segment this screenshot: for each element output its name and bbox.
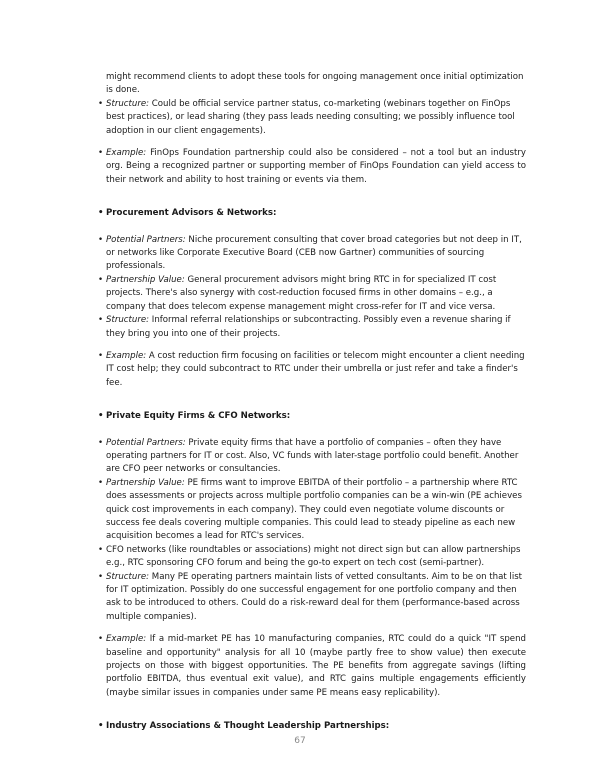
item-text: Many PE operating partners maintain lists of vetted consultants. Aim to be on that list for IT optimization. Possibly do one successful engagement for one portfolio company and then ask to be introduced to others. Could do a risk-reward deal for them (performance-based across multiple companies). xyxy=(106,571,523,622)
item-text: Informal referral relationships or subcontracting. Possibly even a revenue sharing if they bring you into one of their projects. xyxy=(106,315,511,339)
pe-structure-item xyxy=(98,571,526,625)
pe-partners-item xyxy=(98,437,526,477)
item-lead: Example: xyxy=(106,634,147,645)
procurement-value-item xyxy=(98,274,526,314)
finops-example-item xyxy=(98,147,526,187)
pe-example-item xyxy=(98,633,526,700)
item-text: PE firms want to improve EBITDA of their portfolio – a partnership where RTC does assessments or projects across multiple portfolio companies can be a win-win (PE achieves quick cost improvements in each company). They could even negotiate volume discounts or success fee deals covering multiple companies. This could lead to steady pipeline as each new acquisition becomes a lead for RTC's services. xyxy=(106,477,522,542)
item-text: Could be official service partner status, co-marketing (webinars together on FinOps best practices), or lead sharing (they pass leads needing consulting; we possibly influence tool adoption in our client engagements). xyxy=(106,98,515,136)
page-content xyxy=(98,71,526,734)
item-text: A cost reduction firm focusing on facilities or telecom might encounter a client needing IT cost help; they could subcontract to RTC under their umbrella or just refer and take a finder's fee. xyxy=(106,350,525,388)
item-text: FinOps Foundation partnership could also be considered – not a tool but an industry org. Being a recognized partner or supporting member of FinOps Foundation can yield access to their network and ability to host training or events via them. xyxy=(106,148,526,185)
page-number: 67 xyxy=(294,736,306,746)
procurement-example-item xyxy=(98,350,526,390)
procurement-heading: • Procurement Advisors & Networks: xyxy=(98,207,526,220)
item-lead: Potential Partners: xyxy=(106,234,186,245)
item-lead: Structure: xyxy=(106,315,150,326)
private-equity-heading: • Private Equity Firms & CFO Networks: xyxy=(98,410,526,423)
item-lead: Potential Partners: xyxy=(106,437,186,448)
finops-structure-item xyxy=(98,98,526,138)
item-text: General procurement advisors might bring RTC in for specialized IT cost projects. There's also synergy with cost-reduction focused firms in other domains – e.g., a company that does telecom expense management might cross-refer for IT and vice versa. xyxy=(106,274,497,312)
item-lead: Partnership Value: xyxy=(106,274,185,285)
pe-value-item xyxy=(98,477,526,544)
item-lead: Example: xyxy=(106,148,147,159)
item-lead: Partnership Value: xyxy=(106,477,185,488)
item-text: Niche procurement consulting that cover broad categories but not deep in IT, or networks like Corporate Executive Board (CEB now Gartner) communities of sourcing professionals. xyxy=(106,234,522,272)
procurement-structure-item xyxy=(98,314,526,341)
intro-paragraph: might recommend clients to adopt these tools for ongoing management once initial optimization is done. xyxy=(106,72,524,96)
pe-cfo-item: • CFO networks (like roundtables or associations) might not direct sign but can allow partnerships e.g., RTC sponsoring CFO forum and being the go-to expert on tech cost (semi-partner). xyxy=(98,544,526,571)
item-lead: Structure: xyxy=(106,98,150,109)
item-text: If a mid-market PE has 10 manufacturing companies, RTC could do a quick "IT spend baseline and opportunity" analysis for all 10 (maybe partly free to show value) then execute projects on those with biggest opportunities. The PE benefits from aggregate savings (lifting portfolio EBITDA, thus eventual exit value), and RTC gains multiple engagements efficiently (maybe similar issues in companies under same PE means easy replicability). xyxy=(106,634,526,698)
procurement-partners-item xyxy=(98,234,526,274)
item-lead: Structure: xyxy=(106,571,150,582)
industry-heading: • Industry Associations & Thought Leadership Partnerships: xyxy=(98,720,526,733)
item-lead: Example: xyxy=(106,350,147,361)
item-text: Private equity firms that have a portfolio of companies – often they have operating partners for IT or cost. Also, VC funds with later-stage portfolio could benefit. Another are CFO peer networks or consultancies. xyxy=(106,437,519,475)
